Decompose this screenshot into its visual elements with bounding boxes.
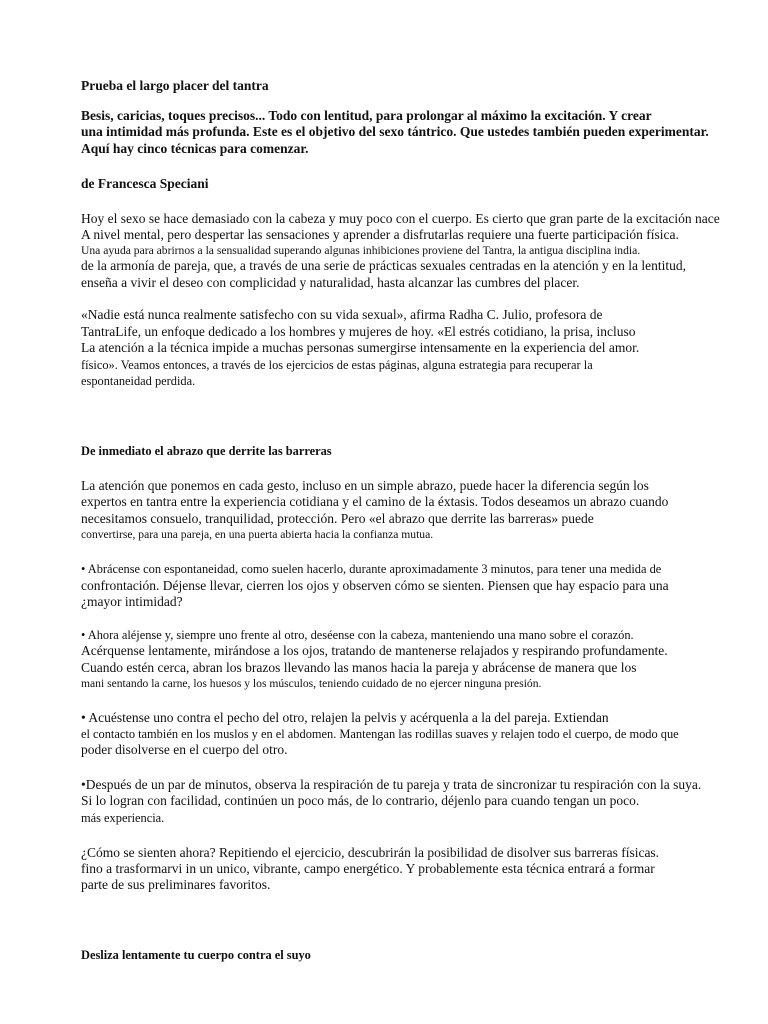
text-line: Una ayuda para abrirnos a la sensualidad superando algunas inhibiciones proviene del Tantra, la antigua disciplina india. [81, 244, 641, 257]
text-line: poder disolverse en el cuerpo del otro. [81, 742, 288, 757]
text-line: Hoy el sexo se hace demasiado con la cabeza y muy poco con el cuerpo. Es cierto que gran parte de la excitación nace [81, 211, 720, 226]
text-line: TantraLife, un enfoque dedicado a los hombres y mujeres de hoy. «El estrés cotidiano, la prisa, incluso [81, 324, 636, 339]
text-line: •Después de un par de minutos, observa la respiración de tu pareja y trata de sincronizar tu respiración con la suya. [81, 777, 702, 792]
text-line: el contacto también en los muslos y en el abdomen. Mantengan las rodillas suaves y relajen todo el cuerpo, de modo que [81, 727, 679, 741]
section-heading-slide: Desliza lentamente tu cuerpo contra el suyo [81, 948, 311, 962]
text-line: mani sentando la carne, los huesos y los músculos, teniendo cuidado de no ejercer ninguna presión. [81, 677, 542, 690]
text-line: fino a trasformarvi in un unico, vibrante, campo energético. Y probablemente esta técnica entrará a formar [81, 861, 655, 876]
text-line: enseña a vivir el deseo con complicidad y naturalidad, hasta alcanzar las cumbres del placer. [81, 275, 580, 290]
text-line: • Abrácense con espontaneidad, como suelen hacerlo, durante aproximadamente 3 minutos, para tener una medida de [81, 562, 662, 576]
document-title: Prueba el largo placer del tantra [81, 78, 269, 93]
text-line: La atención que ponemos en cada gesto, incluso en un simple abrazo, puede hacer la diferencia según los [81, 478, 649, 493]
section-heading-embrace: De inmediato el abrazo que derrite las barreras [81, 444, 332, 458]
text-line: de la armonía de pareja, que, a través de una serie de prácticas sexuales centradas en la atención y en la lentitud, [81, 258, 686, 273]
text-line: • Acuéstense uno contra el pecho del otro, relajen la pelvis y acérquenla a la del pareja. Extiendan [81, 710, 609, 725]
text-line: «Nadie está nunca realmente satisfecho con su vida sexual», afirma Radha C. Julio, profesora de [81, 307, 603, 322]
text-line: convertirse, para una pareja, en una puerta abierta hacia la confianza mutua. [81, 528, 434, 541]
text-line: expertos en tantra entre la experiencia cotidiana y el camino de la éxtasis. Todos deseamos un abrazo cuando [81, 494, 669, 509]
intro-line: Besis, caricias, toques precisos... Todo con lentitud, para prolongar al máximo la excitación. Y crear [81, 108, 652, 123]
text-line: físico». Veamos entonces, a través de los ejercicios de estas páginas, alguna estrategia para recuperar la [81, 358, 593, 372]
text-line: • Ahora aléjense y, siempre uno frente al otro, deséense con la cabeza, manteniendo una mano sobre el corazón. [81, 628, 634, 642]
text-line: necesitamos consuelo, tranquilidad, protección. Pero «el abrazo que derrite las barreras» puede [81, 511, 594, 526]
intro-line: Aquí hay cinco técnicas para comenzar. [81, 141, 309, 156]
text-line: espontaneidad perdida. [81, 374, 196, 388]
author-byline: de Francesca Speciani [81, 176, 209, 191]
text-line: confrontación. Déjense llevar, cierren los ojos y observen cómo se sienten. Piensen que hay espacio para una [81, 578, 669, 593]
text-line: Si lo logran con facilidad, continúen un poco más, de lo contrario, déjenlo para cuando tengan un poco. [81, 793, 640, 808]
text-line: La atención a la técnica impide a muchas personas sumergirse intensamente en la experiencia del amor. [81, 340, 640, 355]
text-line: A nivel mental, pero despertar las sensaciones y aprender a disfrutarlas requiere una fuerte participación física. [81, 227, 679, 242]
text-line: Acérquense lentamente, mirándose a los ojos, tratando de mantenerse relajados y respirando profundamente. [81, 643, 668, 658]
text-line: ¿Cómo se sienten ahora? Repitiendo el ejercicio, descubrirán la posibilidad de disolver sus barreras físicas. [81, 845, 660, 860]
text-line: más experiencia. [81, 811, 165, 825]
text-line: parte de sus preliminares favoritos. [81, 877, 271, 892]
intro-line: una intimidad más profunda. Este es el objetivo del sexo tántrico. Que ustedes también pueden experimentar. [81, 124, 709, 139]
text-line: Cuando estén cerca, abran los brazos llevando las manos hacia la pareja y abrácense de manera que los [81, 660, 637, 675]
text-line: ¿mayor intimidad? [81, 594, 183, 609]
